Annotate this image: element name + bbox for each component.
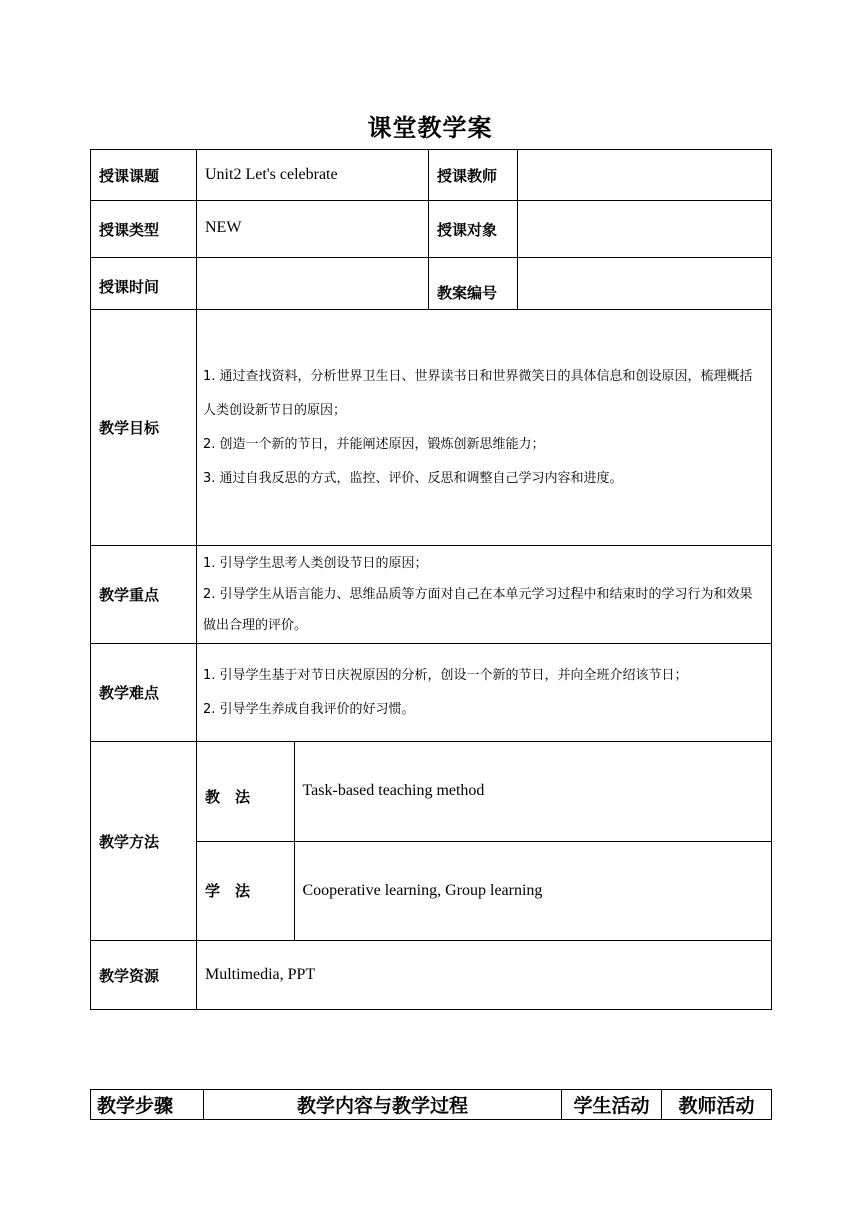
key-points-row: [91, 546, 772, 644]
teaching-method-label: 教 法: [197, 742, 294, 841]
difficulties-label: 教学难点: [91, 644, 197, 742]
objective-item: 3. 通过自我反思的方式，监控、评价、反思和调整自己学习内容和进度。: [203, 470, 623, 486]
page-title: 课堂教学案: [367, 114, 493, 142]
methods-label: 教学方法: [91, 742, 197, 941]
learning-method-value: Cooperative learning, Group learning: [294, 841, 771, 940]
content-col-header: 教学内容与教学过程: [204, 1090, 562, 1120]
key-points-content: [197, 546, 772, 644]
resources-row: [91, 941, 772, 1010]
student-activity-col-header: 学生活动: [562, 1090, 662, 1120]
objective-item: 2. 创造一个新的节日，并能阐述原因，锻炼创新思维能力；: [203, 436, 545, 452]
difficulty-item: 2. 引导学生养成自我评价的好习惯。: [203, 701, 415, 717]
objectives-content: [197, 310, 772, 546]
audience-value: [518, 201, 772, 258]
objective-item: 1. 通过查找资料，分析世界卫生日、世界读书日和世界微笑日的具体信息和创设原因，梳理概括人类创设新节日的原因；: [203, 368, 753, 418]
difficulties-row: [91, 644, 772, 742]
time-row: [91, 258, 772, 310]
learning-method-label: 学 法: [197, 841, 294, 940]
plan-no-label: 教案编号: [429, 258, 518, 310]
type-value: NEW: [197, 201, 429, 258]
audience-label: 授课对象: [429, 201, 518, 258]
key-points-label: 教学重点: [91, 546, 197, 644]
plan-no-value: [518, 258, 772, 310]
resources-label: 教学资源: [91, 941, 197, 1010]
time-label: 授课时间: [91, 258, 197, 310]
type-row: [91, 201, 772, 258]
difficulty-item: 1. 引导学生基于对节日庆祝原因的分析，创设一个新的节日，并向全班介绍该节日；: [203, 667, 688, 683]
objectives-label: 教学目标: [91, 310, 197, 546]
teaching-method-value: Task-based teaching method: [294, 742, 771, 841]
key-point-item: 2. 引导学生从语言能力、思维品质等方面对自己在本单元学习过程中和结束时的学习行为和效果做出合理的评价。: [203, 587, 753, 633]
teacher-activity-col-header: 教师活动: [662, 1090, 772, 1120]
teacher-label: 授课教师: [429, 150, 518, 201]
topic-label: 授课课题: [91, 150, 197, 201]
topic-value: Unit2 Let's celebrate: [197, 150, 429, 201]
key-point-item: 1. 引导学生思考人类创设节日的原因；: [203, 556, 428, 571]
resources-value: Multimedia, PPT: [197, 941, 772, 1010]
lesson-info-table: [90, 149, 772, 1010]
methods-cell: [197, 742, 772, 941]
methods-inner-table: [197, 742, 771, 940]
methods-row: [91, 742, 772, 941]
time-value: [197, 258, 429, 310]
topic-row: [91, 150, 772, 201]
difficulties-content: [197, 644, 772, 742]
teacher-value: [518, 150, 772, 201]
teaching-steps-header-table: [90, 1089, 772, 1120]
objectives-row: [91, 310, 772, 546]
steps-header-row: [91, 1090, 772, 1120]
type-label: 授课类型: [91, 201, 197, 258]
steps-col-header: 教学步骤: [91, 1090, 204, 1120]
